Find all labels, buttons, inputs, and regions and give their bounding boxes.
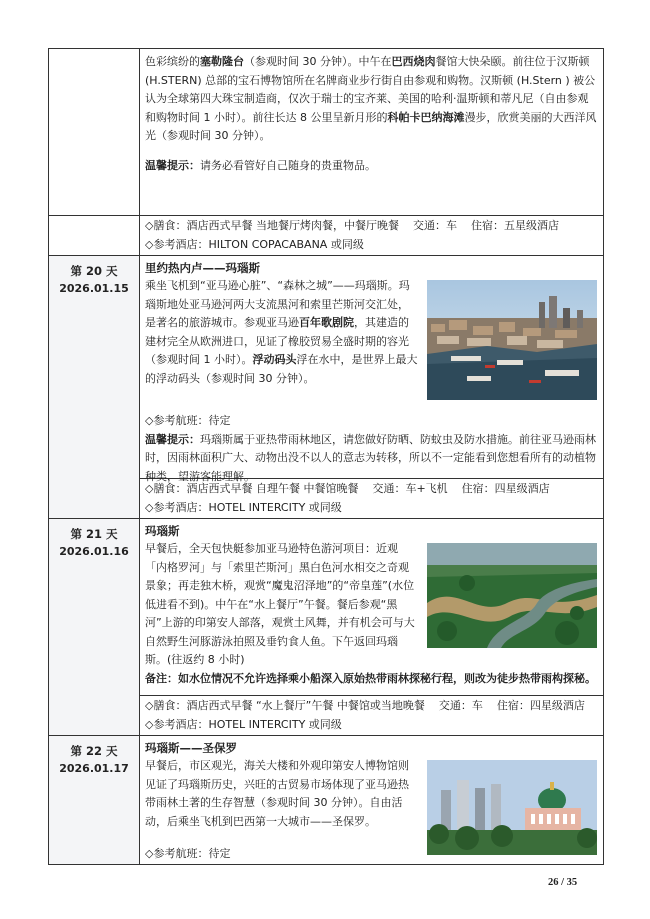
itinerary-meta-row <box>49 216 604 256</box>
note-text: 如水位情况不允许选择乘小船深入原始热带雨林探秘行程，则改为徒步热带雨构探秘。 <box>178 671 596 685</box>
transport: 交通：车+飞机 <box>372 482 448 495</box>
accommodation: 住宿：五星级酒店 <box>470 219 559 232</box>
meals: ◇膳食：酒店西式早餐 自理午餐 中餐馆晚餐 <box>145 482 359 495</box>
note-label: 备注： <box>145 671 178 685</box>
meta-info <box>140 696 603 735</box>
desc-text: 色彩缤纷的 <box>145 55 200 68</box>
day-date: 2026.01.15 <box>59 282 129 295</box>
reference-flight: ◇参考航班：待定 <box>145 847 231 860</box>
meta-info <box>140 216 603 255</box>
highlight-food: 巴西烧肉 <box>391 55 436 68</box>
accommodation: 住宿：四星级酒店 <box>496 699 585 712</box>
highlight-attraction: 浮动码头 <box>252 353 297 366</box>
manaus-opera-house-photo <box>427 760 597 855</box>
accommodation: 住宿：四星级酒店 <box>461 482 550 495</box>
amazon-river-photo <box>427 543 597 648</box>
day-content <box>140 256 604 483</box>
day-title: 玛瑙斯 <box>145 524 180 538</box>
desc-text: 漫步，欣赏美丽的大西洋风光（参观时间 30 分钟）。 <box>145 110 597 142</box>
tip-label: 温馨提示： <box>145 432 200 446</box>
day-description <box>140 49 603 215</box>
day-description <box>140 736 603 864</box>
meals: ◇膳食：酒店西式早餐 当地餐厅烤肉餐，中餐厅晚餐 <box>145 219 399 232</box>
day-description <box>140 256 603 483</box>
reference-hotel: ◇参考酒店：HOTEL INTERCITY 或同级 <box>145 500 342 514</box>
highlight-attraction: 塞勒隆台 <box>200 55 244 68</box>
day-number: 第 20 天 <box>70 264 118 278</box>
day-content <box>140 736 604 865</box>
day-content <box>140 519 604 696</box>
day-cell <box>49 736 140 865</box>
reference-flight: ◇参考航班：待定 <box>145 414 231 427</box>
day-number: 第 21 天 <box>70 527 118 541</box>
reference-hotel: ◇参考酒店：HOTEL INTERCITY 或同级 <box>145 717 342 731</box>
desc-text: （参观时间 30 分钟）。中午在 <box>244 55 392 68</box>
itinerary-row-day21 <box>49 519 604 696</box>
highlight-attraction: 百年歌剧院 <box>299 316 354 329</box>
meta-cell <box>140 216 604 256</box>
itinerary-row-continued <box>49 49 604 216</box>
desc-text: 乘坐飞机到“亚马逊心脏”、“森林之城”——玛瑙斯。玛瑙斯地处亚马逊河两大支流黑河和索里芒斯河交汇处，是著名的旅游城市。参观亚马逊 <box>145 279 410 329</box>
tip <box>145 157 597 176</box>
day-cell-empty <box>49 49 140 216</box>
day-cell <box>49 256 140 519</box>
desc-text: 早餐后，市区观光，海关大楼和外观印第安人博物馆则见证了玛瑙斯历史，兴旺的古贸易市场体现了亚马逊热带雨林土著的生存智慧（参观时间 30 分钟）。自由活动，后乘坐飞机到巴西第一大城市——圣保罗。 <box>145 759 409 828</box>
desc-text: 早餐后，全天包快艇参加亚马逊特色游河项目：近观「内格罗河」与「索里芒斯河」黑白色河水相交之奇观景象；再走独木桥，观赏“魔鬼沼泽地”的“帝皇莲”(水位低进看不到)。中午在“水上餐厅”午餐。餐后参观“黑河”上游的印第安人部落，观赏土风舞，并有机会可与大自然野生河豚游泳拍照及垂钓食人鱼。下午返回玛瑙斯。(往返约 8 小时) <box>145 542 415 666</box>
tip-label: 温馨提示： <box>145 158 200 172</box>
transport: 交通：车 <box>412 219 457 232</box>
day-date: 2026.01.17 <box>59 762 129 775</box>
desc-text: 餐馆大快朵颐。前往位于汉斯顿 (H.STERN) 总部的宝石博物馆所在名牌商业步行街自由参观和购物。汉斯顿 (H.Stern ) 被公认为全球第四大珠宝制造商，仅次于瑞士的宝齐莱、美国的哈利·温斯顿和蒂凡尼（自由参观和购物时间 1 小时）。前往长达 8 公里呈新月形的 <box>145 55 596 124</box>
desc-text: 浮在水中，是世界上最大的浮动码头（参观时间 30 分钟）。 <box>145 353 418 385</box>
desc-text: ，其建造的建材完全从欧洲进口，见证了橡胶贸易全盛时期的容光（参观时间 1 小时）。 <box>145 316 409 366</box>
day-content <box>140 49 604 216</box>
day-title: 玛瑙斯——圣保罗 <box>145 741 237 755</box>
day-description <box>140 519 603 695</box>
tip-text: 请务必看管好自己随身的贵重物品。 <box>200 158 376 172</box>
meta-cell <box>140 479 604 519</box>
tip-text: 玛瑙斯属于亚热带雨林地区，请您做好防晒、防蚊虫及防水措施。前往亚马逊雨林时，因雨林面积广大、动物出没不以人的意志为转移，所以不一定能看到您想看所有的动植物种类，望游客能理解。 <box>145 432 596 483</box>
transport: 交通：车 <box>438 699 483 712</box>
manaus-harbor-photo <box>427 280 597 400</box>
note <box>145 670 597 689</box>
day-title: 里约热内卢——玛瑙斯 <box>145 261 260 275</box>
highlight-attraction: 科帕卡巴纳海滩 <box>387 110 465 124</box>
page-number: 26 / 35 <box>548 877 578 888</box>
day-cell-empty <box>49 216 140 256</box>
reference-hotel: ◇参考酒店：HILTON COPACABANA 或同级 <box>145 237 364 251</box>
day-date: 2026.01.16 <box>59 545 129 558</box>
day-number: 第 22 天 <box>70 744 118 758</box>
meta-info <box>140 479 603 518</box>
day-cell <box>49 519 140 736</box>
meals: ◇膳食：酒店西式早餐 “水上餐厅”午餐 中餐馆或当地晚餐 <box>145 699 425 712</box>
itinerary-row-day20 <box>49 256 604 479</box>
itinerary-row-day22 <box>49 736 604 865</box>
itinerary-table <box>48 48 604 865</box>
meta-cell <box>140 696 604 736</box>
